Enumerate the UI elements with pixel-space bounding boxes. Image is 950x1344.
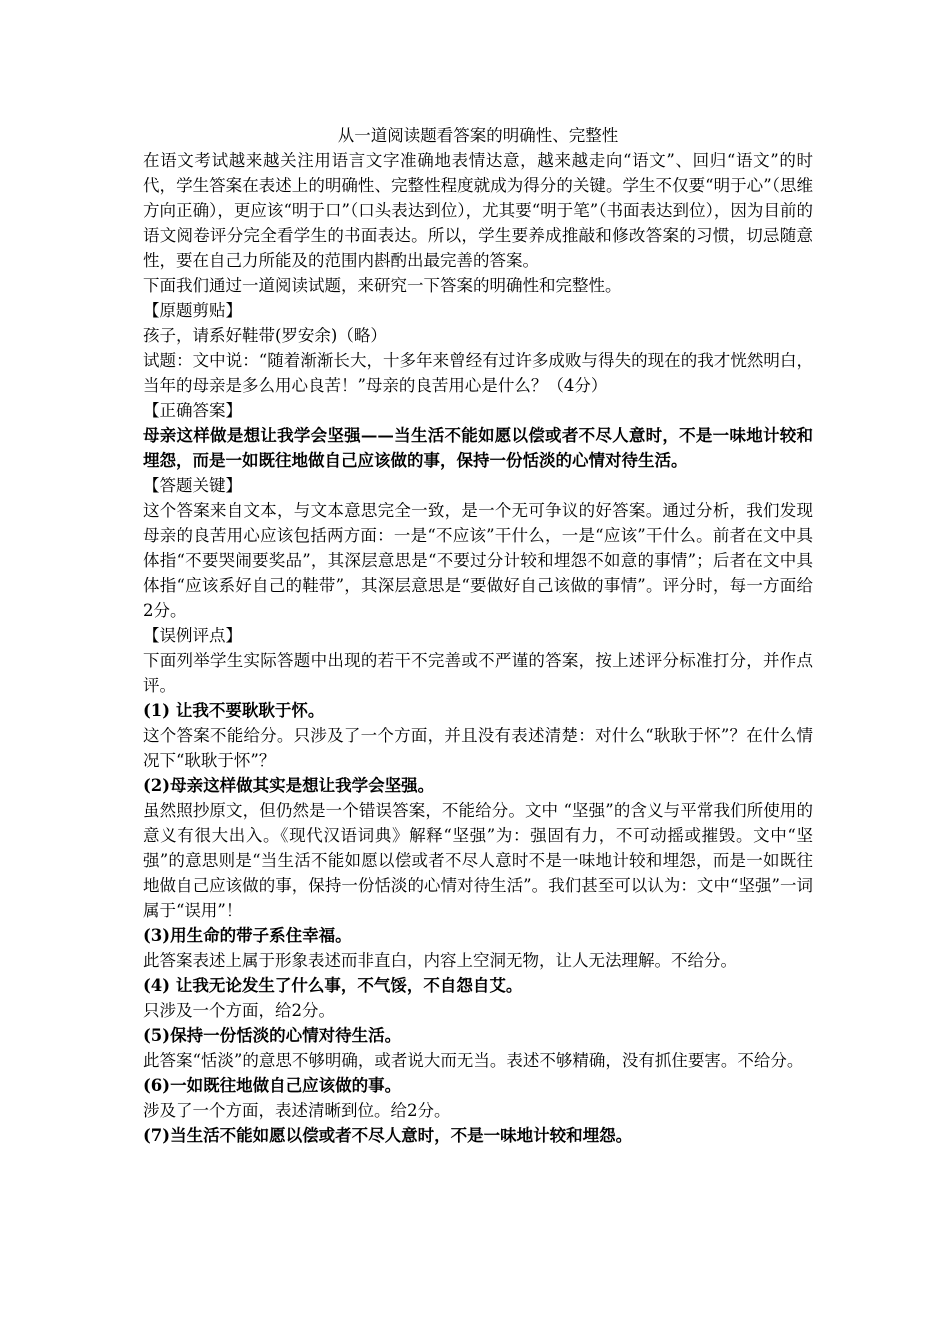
- original-question: 试题：文中说：“随着渐渐长大，十多年来曾经有过许多成败与得失的现在的我才恍然明白，当年的母亲是多么用心良苦！”母亲的良苦用心是什么？（4分）: [143, 351, 813, 395]
- error-comment: 只涉及一个方面，给2分。: [143, 1001, 335, 1020]
- document-title: 从一道阅读题看答案的明确性、完整性: [337, 126, 619, 145]
- error-answer: (5)保持一份恬淡的心情对待生活。: [143, 1026, 402, 1045]
- error-answer: (7)当生活不能如愿以偿或者不尽人意时，不是一味地计较和埋怨。: [143, 1126, 633, 1145]
- error-answer: (2)母亲这样做其实是想让我学会坚强。: [143, 776, 435, 795]
- error-comment: 涉及了一个方面，表述清晰到位。给2分。: [143, 1101, 451, 1120]
- document-page: [143, 123, 813, 1148]
- error-comment: 这个答案不能给分。只涉及了一个方面，并且没有表述清楚：对什么“耿耿于怀”？在什么情况下“耿耿于怀”？: [143, 726, 813, 770]
- error-answer: (4) 让我无论发生了什么事，不气馁，不自怨自艾。: [143, 976, 523, 995]
- section-heading-original: 【原题剪贴】: [143, 301, 242, 320]
- key-analysis: 这个答案来自文本，与文本意思完全一致，是一个无可争议的好答案。通过分析，我们发现母亲的良苦用心应该包括两方面：一是“不应该”干什么，一是“应该”干什么。前者在文中具体指“不要哭闹要奖品”，其深层意思是“不要过分计较和埋怨不如意的事情”；后者在文中具体指“应该系好自己的鞋带”，其深层意思是“要做好自己该做的事情”。评分时，每一方面给2分。: [143, 501, 813, 620]
- section-heading-key: 【答题关键】: [143, 476, 242, 495]
- error-answer: (3)用生命的带子系住幸福。: [143, 926, 352, 945]
- error-comment: 此答案表述上属于形象表述而非直白，内容上空洞无物，让人无法理解。不给分。: [143, 951, 737, 970]
- intro-paragraph: 在语文考试越来越关注用语言文字准确地表情达意，越来越走向“语文”、回归“语文”的时代，学生答案在表述上的明确性、完整性程度就成为得分的关键。学生不仅要“明于心”（思维方向正确），更应该“明于口”（口头表达到位），尤其要“明于笔”（书面表达到位），因为目前的语文阅卷评分完全看学生的书面表达。所以，学生要养成推敲和修改答案的习惯，切忌随意性，要在自己力所能及的范围内斟酌出最完善的答案。: [143, 151, 813, 270]
- original-source: 孩子，请系好鞋带(罗安余)（略）: [143, 326, 387, 345]
- error-answer: (1) 让我不要耿耿于怀。: [143, 701, 325, 720]
- errors-intro: 下面列举学生实际答题中出现的若干不完善或不严谨的答案，按上述评分标准打分，并作点评。: [143, 651, 813, 695]
- error-comment: 此答案“恬淡”的意思不够明确，或者说大而无当。表述不够精确，没有抓住要害。不给分。: [143, 1051, 804, 1070]
- section-heading-answer: 【正确答案】: [143, 401, 242, 420]
- section-heading-errors: 【误例评点】: [143, 626, 242, 645]
- correct-answer: 母亲这样做是想让我学会坚强——当生活不能如愿以偿或者不尽人意时，不是一味地计较和埋怨，而是一如既往地做自己应该做的事，保持一份恬淡的心情对待生活。: [143, 426, 813, 470]
- error-comment: 虽然照抄原文，但仍然是一个错误答案，不能给分。文中 “坚强”的含义与平常我们所使用的意义有很大出入。《现代汉语词典》解释“坚强”为：强固有力，不可动摇或摧毁。文中“坚强”的意思则是“当生活不能如愿以偿或者不尽人意时不是一味地计较和埋怨，而是一如既往地做自己应该做的事，保持一份恬淡的心情对待生活”。我们甚至可以认为：文中“坚强”一词属于“误用”！: [143, 801, 813, 920]
- intro-paragraph: 下面我们通过一道阅读试题，来研究一下答案的明确性和完整性。: [143, 276, 622, 295]
- error-answer: (6)一如既往地做自己应该做的事。: [143, 1076, 402, 1095]
